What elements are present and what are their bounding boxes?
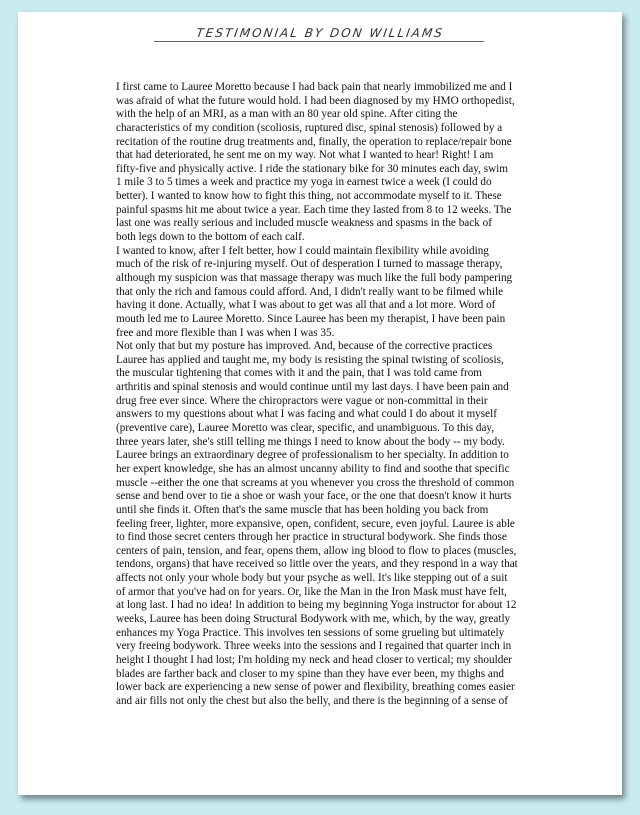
text-line: tendons, organs) that have received so little over the years, and they respond in a way that (116, 558, 518, 571)
text-line: characteristics of my condition (scoliosis, ruptured disc, spinal stenosis) followed by a (116, 121, 503, 134)
text-line: recitation of the routine drug treatments and, finally, the operation to replace/repair bone (116, 135, 512, 148)
document-title: TESTIMONIAL BY DON WILLIAMS (18, 26, 622, 42)
text-line: I first came to Lauree Moretto because I had back pain that nearly immobilized me and I (116, 81, 513, 93)
text-line: both legs down to the bottom of each calf. (116, 231, 305, 244)
text-line: lower back are experiencing a new sense of power and flexibility, breathing comes easier (116, 681, 515, 694)
text-line: very freeing bodywork. Three weeks into the sessions and I regained that quarter inch in (116, 640, 512, 653)
text-line: height I thought I had lost; I'm holding my neck and head closer to vertical; my shoulder (116, 653, 512, 666)
text-line: better). I wanted to know how to fight this thing, not accommodate myself to it. These (116, 190, 502, 203)
text-line: enhances my Yoga Practice. This involves ten sessions of some grueling but ultimately (116, 626, 505, 639)
text-line: muscle --either the one that screams at you whenever you cross the threshold of common (116, 476, 515, 489)
text-line: answers to my questions about what I was facing and what could I do about it myself (116, 408, 497, 421)
text-line: centers of pain, tension, and fear, opens them, allow ing blood to flow to places (muscles, (116, 544, 517, 557)
text-line: affects not only your whole body but your psyche as well. It's like stepping out of a suit (116, 572, 508, 585)
text-line: at long last. I had no idea! In addition to being my beginning Yoga instructor for about 12 (116, 599, 517, 612)
text-line: that only the rich and famous could afford. And, I didn't really want to be filmed while (116, 285, 504, 298)
text-line: with the help of an MRI, as a man with an 80 year old spine. After citing the (116, 108, 458, 121)
document-page (18, 12, 622, 795)
text-line: three years later, she's still telling me things I need to know about the body -- my body. (116, 435, 505, 448)
text-line: 1 mile 3 to 5 times a week and practice my yoga in earnest twice a week (I could do (116, 176, 492, 189)
text-line: free and more flexible than I was when I was 35. (116, 326, 335, 339)
text-line: mouth led me to Lauree Moretto. Since Lauree has been my therapist, I have been pain (116, 312, 506, 325)
text-line: much of the risk of re-injuring myself. Out of desperation I turned to massage therapy, (116, 258, 503, 271)
text-line: Lauree brings an extraordinary degree of professionalism to her specialty. In addition to (116, 449, 509, 462)
text-line: her expert knowledge, she has an almost uncanny ability to find and soothe that specific (116, 462, 510, 475)
text-line: fifty-five and physically active. I ride the stationary bike for 30 minutes each day, swim (116, 162, 508, 175)
text-line: the muscular tightening that comes with it and the pain, that I was told came from (116, 367, 482, 380)
text-line: painful spasms hit me about twice a year. Each time they lasted from 8 to 12 weeks. The (116, 203, 512, 216)
text-line: (preventive care), Lauree Moretto was clear, specific, and unambiguous. To this day, (116, 422, 495, 435)
text-line: to find those secret centers through her practice in structural bodywork. She finds those (116, 531, 507, 544)
text-line: was afraid of what the future would hold. I had been diagnosed by my HMO orthopedist, (116, 94, 515, 107)
text-line: blades are farther back and closer to my spine than they have ever been, my thighs and (116, 667, 505, 680)
text-line: of armor that you've had on for years. Or, like the Man in the Iron Mask must have felt, (116, 585, 507, 598)
testimonial-body (116, 81, 542, 708)
text-line: and air fills not only the chest but also the belly, and there is the beginning of a sense of (116, 694, 508, 707)
text-line: drug free ever since. Where the chiropractors were vague or non-committal in their (116, 394, 488, 407)
text-line: that had deteriorated, he sent me on my way. Not what I wanted to hear! Right! I am (116, 149, 494, 162)
text-line: until she finds it. Often that's the same muscle that has been holding you back from (116, 503, 489, 516)
text-line: last one was really serious and included muscle weakness and spasms in the back of (116, 217, 492, 230)
text-line: although my suspicion was that massage therapy was much like the full body pampering (116, 271, 513, 284)
text-line: weeks, Lauree has been doing Structural Bodywork with me, which, by the way, greatly (116, 612, 511, 625)
text-line: Lauree has applied and taught me, my body is resisting the spinal twisting of scoliosis, (116, 353, 504, 366)
text-line: feeling freer, lighter, more expansive, open, confident, secure, even joyful. Lauree is able (116, 517, 515, 530)
text-line: sense and bend over to tie a shoe or wash your face, or the one that doesn't know it hurts (116, 490, 512, 503)
text-line: I wanted to know, after I felt better, how I could maintain flexibility while avoiding (116, 244, 489, 257)
text-line: having it done. Actually, what I was about to get was all that and a lot more. Word of (116, 299, 496, 312)
text-line: arthritis and spinal stenosis and would continue until my last days. I have been pain and (116, 381, 509, 394)
text-line: Not only that but my posture has improved. And, because of the corrective practices (116, 340, 493, 353)
